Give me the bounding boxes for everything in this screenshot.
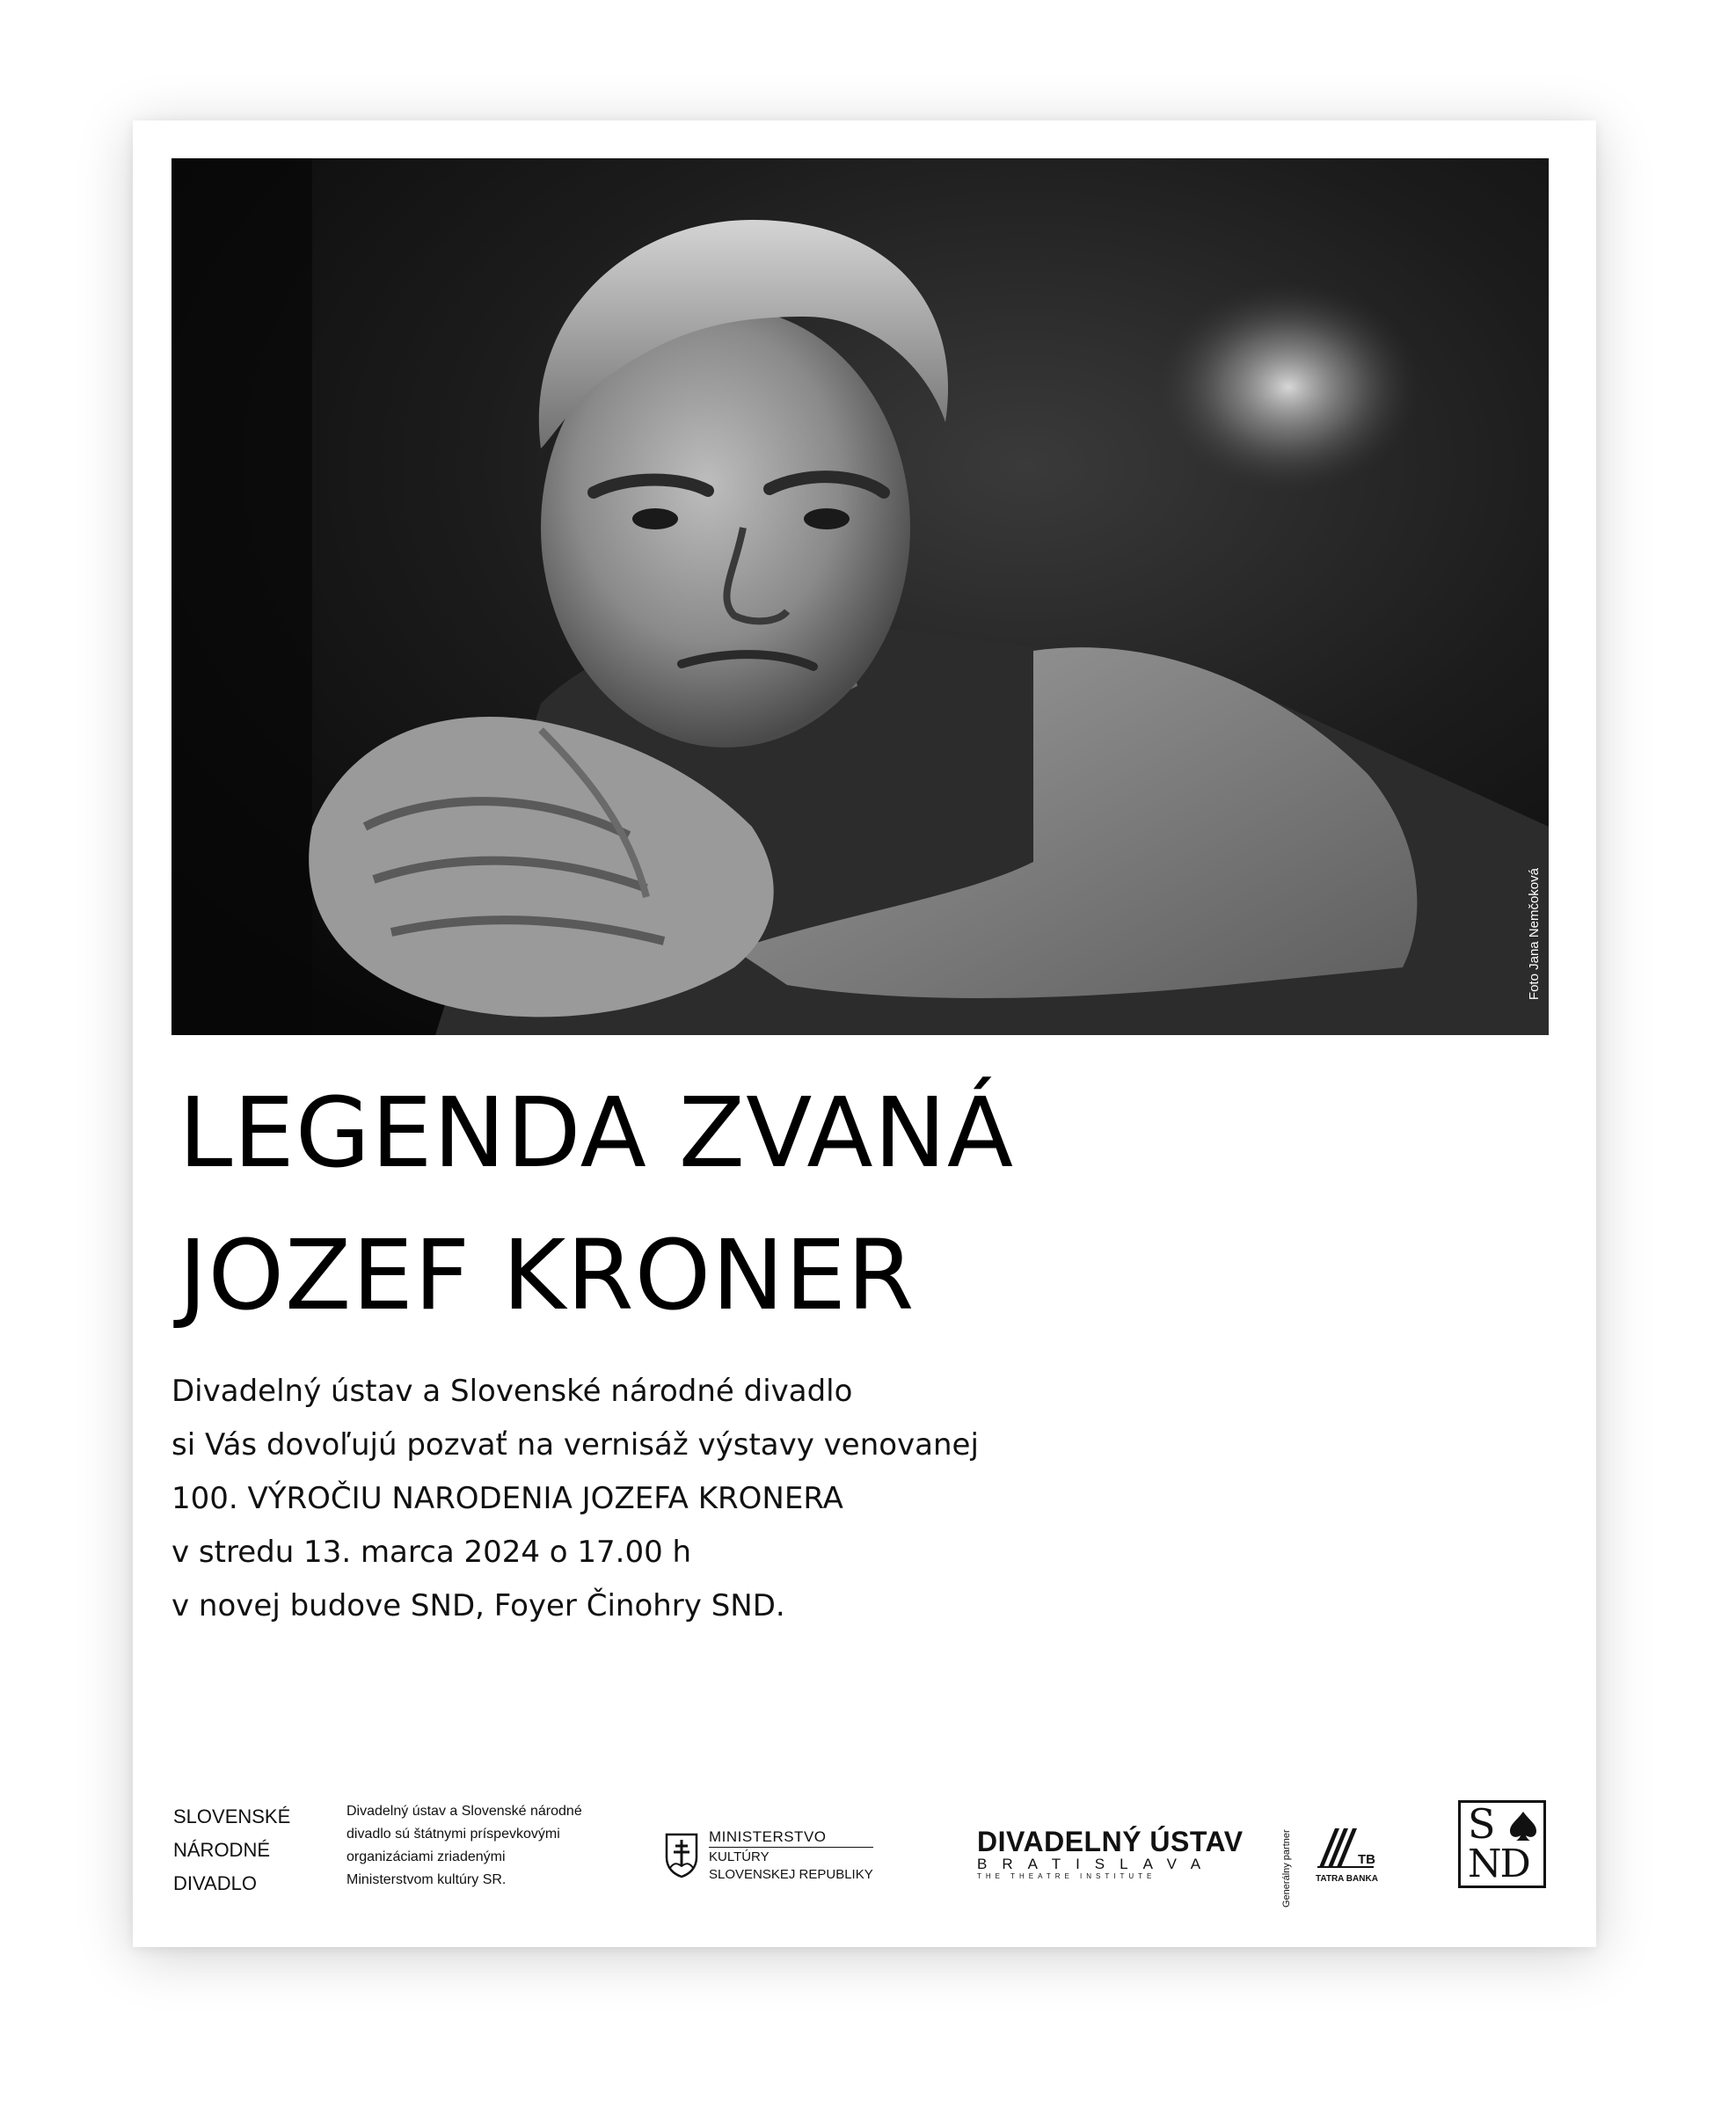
snd-name-line: NÁRODNÉ (173, 1839, 271, 1861)
invitation-line: si Vás dovoľujú pozvať na vernisáž výstavy venovanej (171, 1427, 979, 1462)
invitation-line: Divadelný ústav a Slovenské národné divadlo (171, 1374, 853, 1409)
footer (133, 1800, 1596, 1915)
snd-logo-s: S (1468, 1800, 1496, 1848)
title-line-1: LEGENDA ZVANÁ (179, 1076, 1015, 1189)
partner-label: Generálny partner (1281, 1829, 1292, 1907)
slovak-coat-of-arms-icon (665, 1833, 698, 1878)
spade-icon (1508, 1810, 1538, 1842)
tatra-banka-icon (1316, 1825, 1377, 1871)
invitation-line: 100. VÝROČIU NARODENIA JOZEFA KRONERA (171, 1481, 843, 1516)
snd-logo-nd: ND (1468, 1842, 1529, 1886)
legal-note (346, 1800, 582, 1892)
portrait-illustration (171, 158, 1549, 1035)
snd-logo (1458, 1800, 1546, 1888)
invitation-line: v stredu 13. marca 2024 o 17.00 h (171, 1535, 692, 1570)
invitation-poster (133, 120, 1596, 1947)
ministry-line-2: KULTÚRY (709, 1849, 770, 1864)
du-line-1: DIVADELNÝ ÚSTAV (977, 1826, 1244, 1857)
legal-line: Divadelný ústav a Slovenské národné (346, 1804, 582, 1819)
legal-line: divadlo sú štátnymi príspevkovými (346, 1827, 560, 1842)
snd-wordmark (173, 1800, 290, 1900)
invitation-line: v novej budove SND, Foyer Činohry SND. (171, 1588, 785, 1623)
ministry-logo (665, 1828, 873, 1883)
tatra-banka-logo (1316, 1825, 1377, 1884)
poster-title (179, 1061, 1014, 1346)
snd-name-line: SLOVENSKÉ (173, 1805, 291, 1827)
legal-line: organizáciami zriadenými (346, 1849, 506, 1864)
photo-credit: Foto Jana Nemčoková (1527, 867, 1542, 1000)
portrait-photo (171, 158, 1549, 1035)
divadelny-ustav-logo (977, 1827, 1244, 1881)
partner-name: TATRA BANKA (1316, 1874, 1378, 1884)
legal-line: Ministerstvom kultúry SR. (346, 1872, 507, 1887)
invitation-text (171, 1365, 979, 1633)
title-line-2: JOZEF KRONER (179, 1219, 915, 1331)
ministry-line-3: SLOVENSKEJ REPUBLIKY (709, 1867, 873, 1882)
snd-name-line: DIVADLO (173, 1872, 257, 1894)
du-line-2: BRATISLAVA (977, 1856, 1216, 1872)
du-line-3: THE THEATRE INSTITUTE (977, 1872, 1156, 1880)
ministry-line-1: MINISTERSTVO (709, 1828, 873, 1848)
tb-logo-text: TB (1358, 1852, 1375, 1867)
